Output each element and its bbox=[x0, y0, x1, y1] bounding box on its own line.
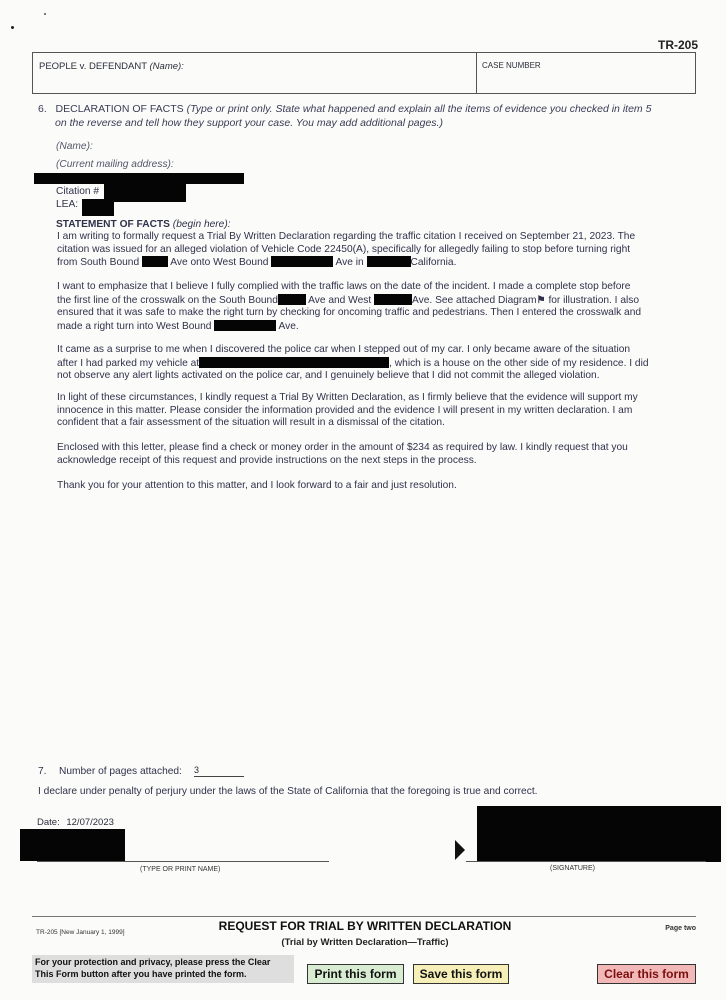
pages-attached-label: Number of pages attached: bbox=[59, 766, 182, 777]
redacted-street bbox=[271, 256, 333, 267]
paragraph-line: I want to emphasize that I believe I fully complied with the traffic laws on the date of the incident. I made a complete stop before bbox=[57, 281, 631, 292]
footer-title: REQUEST FOR TRIAL BY WRITTEN DECLARATION bbox=[218, 919, 512, 933]
type-or-print-name-label: (TYPE OR PRINT NAME) bbox=[140, 866, 221, 873]
signature-label: (SIGNATURE) bbox=[550, 865, 595, 872]
signature-line bbox=[466, 861, 706, 862]
section-6-instructions: on the reverse and tell how they support your case. You may add additional pages.) bbox=[55, 117, 443, 129]
redacted-printed-name bbox=[20, 829, 125, 861]
paragraph-line: not observe any alert lights activated on the police car, and I genuinely believe that I did not commit the alleged violation. bbox=[57, 370, 600, 382]
redacted-street bbox=[214, 320, 276, 331]
paragraph-line: citation was issued for an alleged violation of Vehicle Code 22450(A), specifically for allegedly failing to stop before turning right bbox=[57, 243, 631, 255]
redacted-street bbox=[374, 294, 412, 305]
paragraph-line: the first line of the crosswalk on the South Bound Ave and West Ave. See attached Diagram⚑ for illustration. I also bbox=[57, 294, 640, 306]
print-form-button[interactable]: Print this form bbox=[307, 964, 404, 984]
scan-speck bbox=[11, 26, 14, 29]
form-code: TR-205 bbox=[657, 38, 698, 52]
signature-arrow-icon bbox=[455, 840, 465, 860]
save-form-button[interactable]: Save this form bbox=[413, 964, 509, 984]
paragraph-line: made a right turn into West Bound Ave. bbox=[57, 320, 299, 332]
date-field: Date: 12/07/2023 bbox=[37, 817, 114, 828]
redacted-city bbox=[367, 256, 411, 267]
redacted-lea bbox=[82, 199, 114, 216]
paragraph-line: I am writing to formally request a Trial By Written Declaration regarding the traffic citation I received on September 21, 2023. The bbox=[57, 231, 636, 242]
paragraph-line: ensured that it was safe to make the right turn by checking for oncoming traffic and pedestrians. Then I entered the crosswalk and bbox=[57, 307, 642, 319]
case-number-label: CASE NUMBER bbox=[482, 61, 541, 70]
diagram-mark-icon: ⚑ bbox=[536, 294, 546, 306]
paragraph-line: It came as a surprise to me when I discovered the police car when I stepped out of my car. I only became aware of the situation bbox=[57, 344, 631, 355]
mailing-address-label: (Current mailing address): bbox=[56, 159, 174, 170]
statement-paragraph-6 bbox=[57, 480, 697, 493]
case-header-box bbox=[32, 52, 696, 94]
footer-page-number: Page two bbox=[665, 925, 696, 932]
privacy-notice-line: This Form button after you have printed the form. bbox=[35, 969, 247, 979]
lea-label: LEA: bbox=[56, 199, 79, 210]
redacted-street bbox=[278, 294, 306, 305]
footer-form-revision: TR-205 [New January 1, 1999] bbox=[36, 929, 125, 936]
footer-subtitle: (Trial by Written Declaration—Traffic) bbox=[281, 937, 449, 948]
name-label: (Name): bbox=[56, 141, 93, 152]
paragraph-line: Thank you for your attention to this matter, and I look forward to a fair and just resolution. bbox=[57, 480, 457, 491]
paragraph-line: from South Bound Ave onto West Bound Ave in California. bbox=[57, 257, 457, 269]
paragraph-line: innocence in this matter. Please consider the information provided and the evidence I will present in my written declaration. I am bbox=[57, 404, 633, 416]
printed-name-line bbox=[37, 861, 329, 862]
people-v-defendant-label: PEOPLE v. DEFENDANT (Name): bbox=[39, 61, 184, 72]
section-6-heading: 6. DECLARATION OF FACTS (Type or print only. State what happened and explain all the items of evidence you checked in item 5 bbox=[38, 103, 652, 115]
statement-paragraph-4 bbox=[57, 392, 697, 430]
paragraph-line: acknowledge receipt of this request and provide instructions on the next steps in the process. bbox=[57, 454, 477, 466]
privacy-notice bbox=[32, 955, 294, 983]
paragraph-line: Enclosed with this letter, please find a check or money order in the amount of $234 as required by law. I kindly request that you bbox=[57, 442, 628, 453]
redacted-citation-number bbox=[104, 184, 186, 202]
redacted-address bbox=[34, 173, 244, 184]
paragraph-line: In light of these circumstances, I kindly request a Trial By Written Declaration, as I firmly believe that the evidence will support my bbox=[57, 392, 638, 403]
redacted-parking-address bbox=[199, 357, 389, 368]
clear-form-button[interactable]: Clear this form bbox=[597, 964, 696, 984]
footer-rule bbox=[32, 916, 696, 917]
perjury-declaration: I declare under penalty of perjury under the laws of the State of California that the foregoing is true and correct. bbox=[38, 786, 538, 797]
statement-paragraph-2 bbox=[57, 281, 697, 333]
statement-paragraph-3 bbox=[57, 344, 697, 383]
paragraph-line: after I had parked my vehicle at , which is a house on the other side of my residence. I did bbox=[57, 357, 649, 369]
section-7-number: 7. bbox=[38, 766, 47, 777]
redacted-signature bbox=[477, 806, 721, 862]
privacy-notice-line: For your protection and privacy, please press the Clear bbox=[35, 957, 271, 967]
statement-paragraph-5 bbox=[57, 442, 697, 467]
paragraph-line: confident that a fair assessment of the situation will result in a dismissal of the citation. bbox=[57, 417, 445, 429]
citation-label: Citation # bbox=[56, 186, 100, 197]
statement-heading: STATEMENT OF FACTS (begin here): bbox=[56, 219, 231, 230]
redacted-street bbox=[142, 256, 168, 267]
statement-paragraph-1 bbox=[57, 231, 697, 270]
pages-attached-value: 3 bbox=[194, 765, 244, 777]
case-number-divider bbox=[476, 53, 477, 93]
scan-speck bbox=[44, 13, 46, 15]
